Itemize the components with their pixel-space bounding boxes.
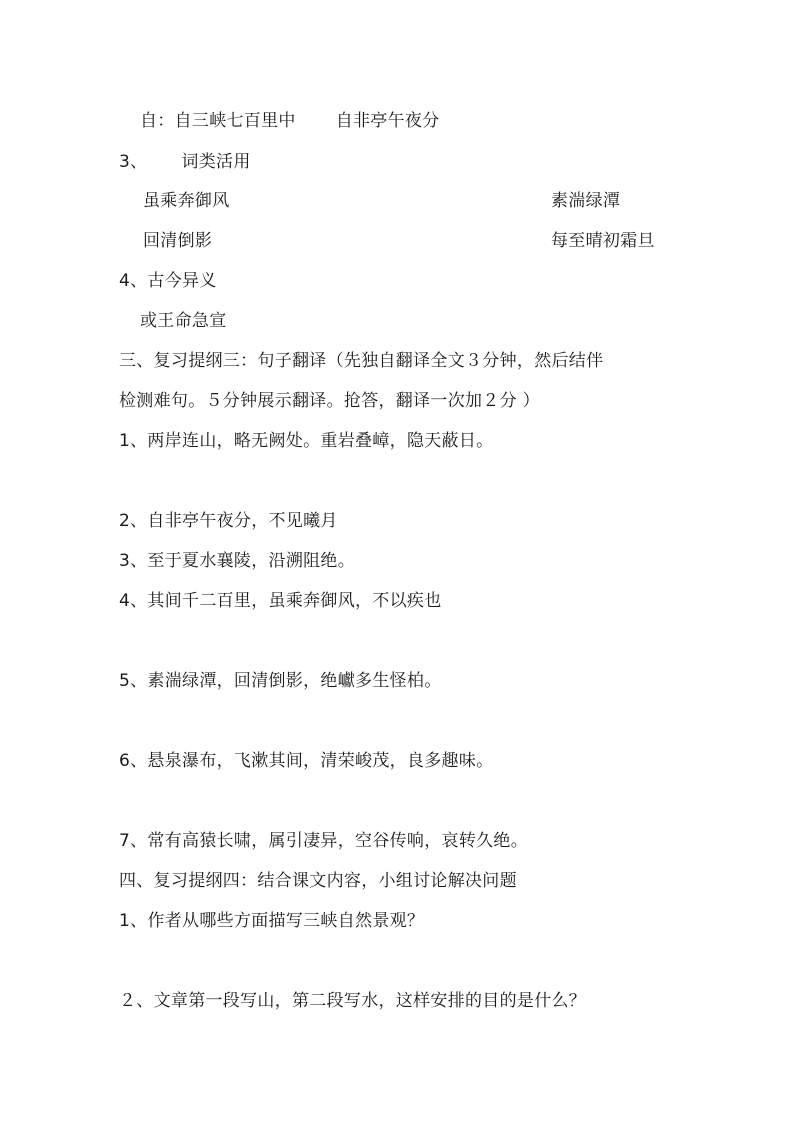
section-4-heading: 四、复习提纲四：结合课文内容，小组讨论解决问题: [119, 871, 517, 891]
zi-usage-example-2: 自非亭午夜分: [335, 111, 440, 131]
item-3-number: 3、: [119, 152, 148, 172]
translation-sentence-5: 5、素湍绿潭，回清倒影，绝巘多生怪柏。: [119, 671, 442, 691]
cilei-example-left-2: 回清倒影: [143, 231, 213, 251]
cilei-example-right-2: 每至晴初霜旦: [551, 231, 655, 251]
section-3-heading-line-1: 三、复习提纲三：句子翻译（先独自翻译全文３分钟，然后结伴: [119, 351, 604, 371]
item-3-title: 词类活用: [181, 152, 251, 172]
zi-usage-line: [140, 109, 440, 133]
discussion-question-2: ２、文章第一段写山，第二段写水，这样安排的目的是什么？: [119, 991, 587, 1011]
translation-sentence-6: 6、悬泉瀑布，飞漱其间，清荣峻茂，良多趣味。: [119, 751, 494, 771]
item-3-heading: [119, 150, 251, 174]
translation-sentence-4: 4、其间千二百里，虽乘奔御风，不以疾也: [119, 591, 442, 611]
discussion-question-1: 1、作者从哪些方面描写三峡自然景观？: [119, 911, 425, 931]
translation-sentence-3: 3、至于夏水襄陵，沿溯阻绝。: [119, 551, 356, 571]
translation-sentence-7: 7、常有高猿长啸，属引凄异，空谷传响，哀转久绝。: [119, 831, 529, 851]
section-3-heading-line-2: 检测难句。５分钟展示翻译。抢答，翻译一次加２分 ）: [119, 391, 540, 411]
cilei-example-left-1: 虽乘奔御风: [143, 191, 230, 211]
cilei-example-right-1: 素湍绿潭: [551, 191, 621, 211]
translation-sentence-2: 2、自非亭午夜分，不见曦月: [119, 511, 338, 531]
translation-sentence-1: 1、两岸连山，略无阙处。重岩叠嶂，隐天蔽日。: [119, 431, 494, 451]
item-4-heading: 4、古今异义: [119, 271, 217, 291]
zi-usage-example-1: 自：自三峡七百里中: [140, 111, 296, 131]
gujin-example: 或王命急宣: [140, 311, 227, 331]
